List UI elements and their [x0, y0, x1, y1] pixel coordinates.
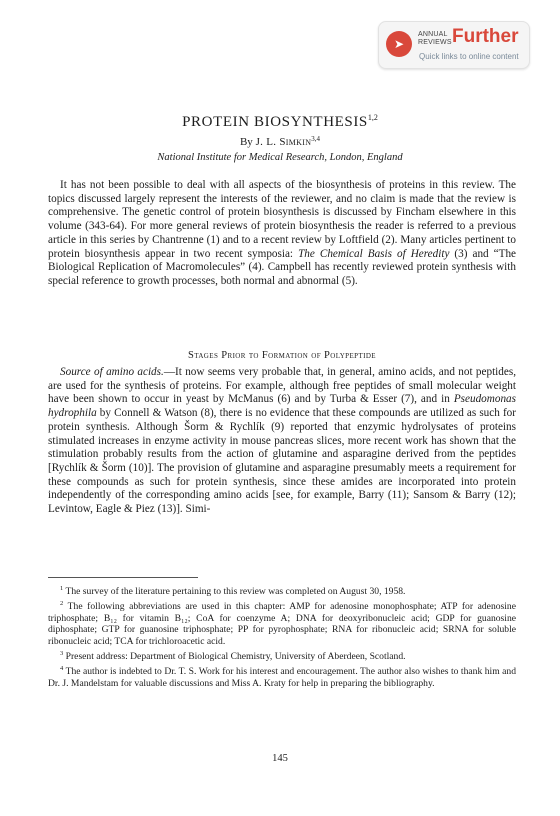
footnotes [48, 583, 516, 689]
intro-italic-title: The Chemical Basis of Heredity [298, 247, 450, 260]
annual-reviews-logo [418, 31, 452, 47]
footnote [48, 663, 516, 690]
intro-text-2: (3) and “The Biological Replication of Macromolecules” (4). Campbell has recently reviewed protein synthesis with special reference to growth processes, both normal and abnormal (5). [48, 247, 517, 287]
footnote-mark: 3 [60, 649, 64, 657]
intro-text-1: It has not been possible to deal with all aspects of the biosynthesis of proteins in this review. The topics discussed largely represent the interests of the reviewer, and no claim is made that the review is comprehensive. The genetic control of protein biosynthesis is discussed by Fincham elsewhere in this volume (343-64). For more general reviews of protein biosynthesis the reader is referred to a previous article in this series by Chantrenne (1) and to a recent review by Loftfield (2). Many articles pertinent to protein biosynthesis appear in two recent symposia: [48, 179, 516, 260]
badge-annual: ANNUAL [418, 31, 448, 38]
article-title [0, 109, 560, 131]
intro-paragraph [48, 179, 516, 289]
source-text-2: by Connell & Watson (8), there is no evidence that these compounds are utilized as such for protein synthesis. Although Šorm & Rychlík (9) reported that enzymic hydrolysates of proteins stimulated increases in enzyme activity in mouse pancreas slices, more recent work has shown that the stimulation probably results from the action of glutamine and asparagine derived from the peptides [Rychlík & Šorm (10)]. The provision of glutamine and asparagine presumably meets a requirement for these compounds as such for protein synthesis, since these amides are incorporated into protein independently of the corresponding amino acids [see, for example, Barry (11); Sansom & Barry (12); Levintow, Eagle & Piez (13)]. Simi- [48, 407, 516, 516]
further-badge[interactable] [378, 21, 530, 69]
source-paragraph [48, 366, 516, 517]
author-footnote-marks: 3,4 [311, 135, 321, 143]
source-section [48, 366, 516, 517]
section-heading: Stages Prior to Formation of Polypeptide [188, 350, 376, 361]
footnote [48, 583, 516, 598]
footnote-text: The following abbreviations are used in this chapter: AMP for adenosine monophosphate; ATP for adenosine triphosphate; B₁₂ for vitamin B₁₂; CoA for coenzyme A; DNA for deoxyribonucleic acid; GDP for guanosine diphosphate; GTP for guanosine triphosphate; PP for pyrophosphate; RNA for ribonucleic acid; SRNA for soluble ribonucleic acid; TCA for trichloroacetic acid. [48, 600, 516, 648]
source-dash: — [163, 366, 175, 378]
footnote-text: Present address: Department of Biological Chemistry, University of Aberdeen, Scotland. [65, 650, 406, 662]
footnote [48, 648, 516, 663]
footnote [48, 598, 516, 648]
page-number: 145 [272, 753, 288, 764]
title-footnote-marks: 1,2 [367, 113, 378, 122]
source-lead: Source of amino acids. [60, 366, 164, 378]
author-name: J. L. Simkin [255, 136, 312, 148]
badge-reviews: REVIEWS [418, 39, 452, 46]
footnote-text: The survey of the literature pertaining to this review was completed on August 30, 1958. [65, 586, 406, 597]
source-italic-species: Pseudomonas hydrophila [48, 393, 516, 420]
intro-section [48, 179, 516, 289]
badge-subtitle: Quick links to online content [419, 52, 519, 61]
footnote-rule [48, 577, 198, 578]
footnote-mark: 1 [60, 585, 64, 592]
byline-by: By [239, 136, 256, 148]
footnote-text: The author is indebted to Dr. T. S. Work for his interest and encouragement. The author also wishes to thank him and Dr. J. Mandelstam for valuable discussions and Miss A. Kraty for help in preparing the bibliography. [48, 665, 517, 689]
badge-further: Further [452, 26, 519, 47]
footnote-mark: 2 [60, 599, 64, 607]
source-text-1: It now seems very probable that, in general, amino acids, and not peptides, are used for the synthesis of proteins. For example, although free peptides of small molecular weight have been shown to occur in yeast by McManus (6) and by Turba & Esser (7), and in [48, 366, 516, 406]
byline [0, 132, 560, 149]
footnote-mark: 4 [60, 664, 64, 672]
article-title-text: PROTEIN BIOSYNTHESIS [182, 114, 368, 130]
affiliation: National Institute for Medical Research, London, England [157, 152, 403, 163]
arrow-right-icon: ➤ [386, 31, 412, 57]
